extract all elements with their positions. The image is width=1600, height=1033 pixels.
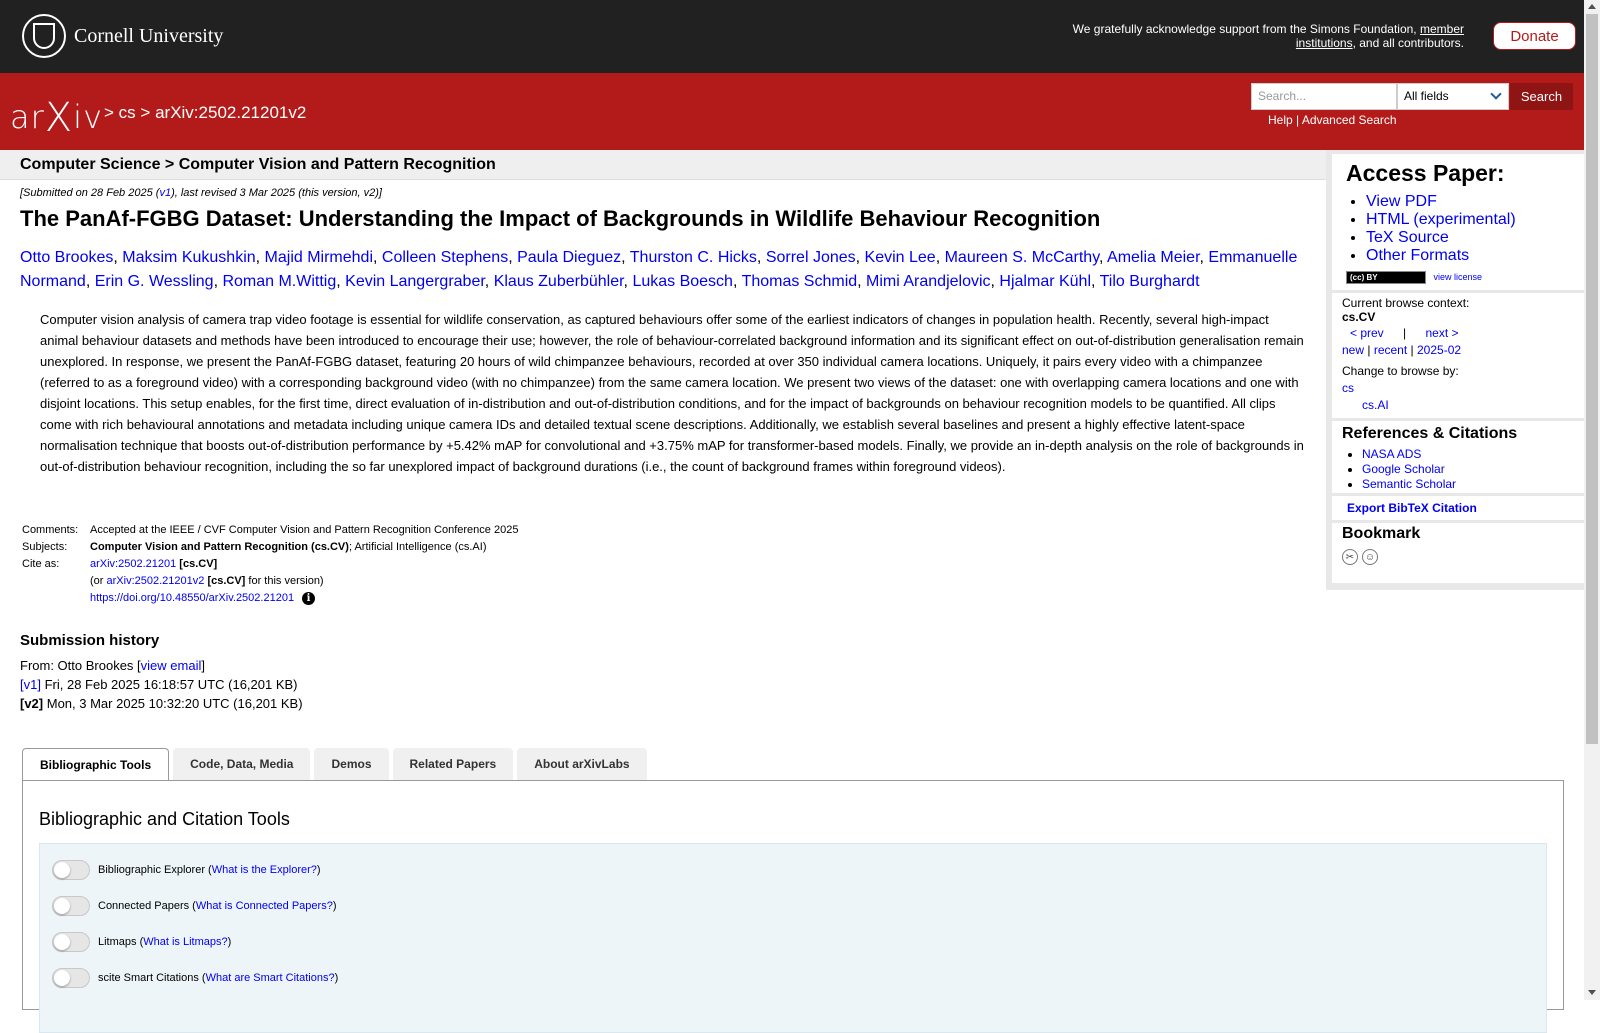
next-link[interactable]: next > — [1425, 326, 1459, 340]
author-link[interactable]: Amelia Meier — [1107, 249, 1200, 266]
new-link[interactable]: new — [1342, 343, 1365, 357]
browse-cs-link[interactable]: cs — [1342, 381, 1354, 395]
top-banner — [0, 0, 1584, 73]
export-bibtex-link[interactable]: Export BibTeX Citation — [1347, 501, 1477, 515]
tool-row-scite: scite Smart Citations ( What are Smart Citations? ) — [52, 968, 338, 988]
bookmark-heading: Bookmark — [1342, 525, 1421, 542]
explorer-help-link[interactable]: What is the Explorer? — [211, 864, 317, 876]
abstract: Computer vision analysis of camera trap video footage is essential for wildlife conservation, as captured behaviours offer some of the earliest indicators of changes in population health. Recently, several high-impact animal behaviour datasets and methods have been introduced to encourage their use; however, the role of behaviour-correlated background information and its significant effect on out-of-distribution generalisation remain unexplored. In response, we present the PanAf-FGBG dataset, featuring 20 hours of wild chimpanzee behaviours, recorded at over 350 individual camera locations. Uniquely, it pairs every video with a chimpanzee (referred to as a foreground video) with a corresponding background video (with no chimpanzee) from the same camera location. We present two views of the dataset: one with overlapping camera locations and one with disjoint locations. This setup enables, for the first time, direct evaluation of in-distribution and out-of-distribution conditions, and for the impact of backgrounds on behaviour recognition models to be quantified. All clips come with rich behavioural annotations and metadata including unique camera IDs and detailed textual scene descriptions. Additionally, we establish several baselines and present a highly effective latent-space normalisation technique that boosts out-of-distribution performance by +5.42% mAP for convolutional and +3.75% mAP for transformer-based models. Finally, we provide an in-depth analysis on the role of backgrounds in out-of-distribution behaviour recognition, including the so far unexplored impact of background durations (i.e., the count of background frames within foreground videos). — [40, 312, 1304, 474]
subjects-value: Computer Vision and Pattern Recognition (cs.CV); Artificial Intelligence (cs.AI) — [90, 541, 487, 553]
view-email-link[interactable]: view email — [140, 658, 202, 673]
help-links: Help | Advanced Search — [1268, 113, 1397, 127]
reddit-icon[interactable]: ☺ — [1362, 549, 1378, 565]
author-link[interactable]: Hjalmar Kühl — [999, 273, 1092, 290]
html-link[interactable]: HTML (experimental) — [1366, 211, 1516, 228]
advanced-search-link[interactable]: Advanced Search — [1301, 113, 1397, 127]
member-institutions-link[interactable]: member institutions — [1295, 22, 1464, 50]
view-license-link[interactable]: view license — [1433, 272, 1482, 282]
recent-link[interactable]: recent — [1373, 343, 1408, 357]
browse-csai-link[interactable]: cs.AI — [1362, 398, 1389, 412]
browse-context-box: Current browse context: cs.CV < prev | next > new | recent | 2025-02 Change to browse by: cs cs.AI — [1332, 293, 1584, 418]
access-paper-heading: Access Paper: — [1346, 160, 1505, 186]
submission-from: From: Otto Brookes [view email] — [20, 658, 205, 673]
scroll-down-arrow-icon[interactable] — [1588, 990, 1596, 995]
tab-bibliographic-tools[interactable]: Bibliographic Tools — [22, 748, 169, 781]
search-input[interactable]: Search... — [1251, 83, 1397, 110]
search-field-select[interactable]: All fields — [1397, 83, 1509, 110]
browse-context-value: cs.CV — [1342, 310, 1376, 324]
author-link[interactable]: Kevin Langergraber — [345, 273, 485, 290]
export-box — [1332, 496, 1584, 520]
tab-demos[interactable]: Demos — [314, 748, 388, 780]
right-sidebar — [1326, 150, 1584, 590]
scite-toggle[interactable] — [52, 968, 90, 988]
month-link[interactable]: 2025-02 — [1417, 343, 1462, 357]
comments-value: Accepted at the IEEE / CVF Computer Vision and Pattern Recognition Conference 2025 — [90, 524, 519, 536]
paper-title: The PanAf-FGBG Dataset: Understanding the Impact of Backgrounds in Wildlife Behaviour Recognition — [20, 206, 1101, 231]
prev-link[interactable]: < prev — [1350, 326, 1384, 340]
access-links — [1346, 193, 1584, 265]
tab-about-arxivlabs[interactable]: About arXivLabs — [517, 748, 646, 780]
litmaps-toggle[interactable] — [52, 932, 90, 952]
change-browse-label: Change to browse by: — [1342, 364, 1459, 378]
v1-link[interactable]: v1 — [159, 187, 172, 199]
access-paper-box — [1332, 154, 1584, 290]
version-v1: [v1] Fri, 28 Feb 2025 16:18:57 UTC (16,201 KB) — [20, 677, 298, 692]
author-link[interactable]: Emmanuelle Normand — [20, 249, 1298, 290]
metadata-table — [20, 522, 520, 608]
view-pdf-link[interactable]: View PDF — [1366, 193, 1437, 210]
author-link[interactable]: Maksim Kukushkin — [122, 249, 256, 266]
tab-panel — [22, 780, 1564, 1010]
info-icon[interactable]: i — [302, 592, 315, 605]
cite-version-link[interactable]: arXiv:2502.21201v2 — [106, 575, 205, 587]
connected-papers-toggle[interactable] — [52, 896, 90, 916]
submission-dateline: [Submitted on 28 Feb 2025 (v1), last revised 3 Mar 2025 (this version, v2)] — [20, 187, 382, 199]
author-list: Otto Brookes, Maksim Kukushkin, Majid Mirmehdi, Colleen Stephens, Paula Dieguez, Thurston C. Hicks, Sorrel Jones, Kevin Lee, Maureen S. McCarthy, Amelia Meier, Emmanuelle Normand, Erin G. Wessling, Roman M.Wittig, Kevin Langergraber, Klaus Zuberbühler, Lukas Boesch, Thomas Schmid, Mimi Arandjelovic, Hjalmar Kühl, Tilo Burghardt — [20, 249, 1298, 290]
tool-row-litmaps: Litmaps ( What is Litmaps? ) — [52, 932, 231, 952]
cite-value: arXiv:2502.21201 [cs.CV] — [90, 558, 218, 570]
bookmark-box — [1332, 523, 1584, 583]
author-link[interactable]: Colleen Stephens — [381, 249, 509, 266]
author-link[interactable]: Paula Dieguez — [517, 249, 622, 266]
panel-title: Bibliographic and Citation Tools — [39, 809, 290, 829]
author-link[interactable]: Majid Mirmehdi — [264, 249, 373, 266]
version-v1-link[interactable]: [v1] — [20, 677, 41, 692]
author-link[interactable]: Thurston C. Hicks — [629, 249, 757, 266]
author-link[interactable]: Kevin Lee — [864, 249, 936, 266]
category-path: Computer Science > Computer Vision and Pattern Recognition — [20, 156, 496, 173]
category-path-bar — [0, 150, 1326, 180]
tool-row-connected-papers: Connected Papers ( What is Connected Papers? ) — [52, 896, 336, 916]
tab-related-papers[interactable]: Related Papers — [393, 748, 514, 780]
semantic-scholar-link[interactable]: Semantic Scholar — [1362, 477, 1457, 491]
breadcrumb: > cs > arXiv:2502.21201v2 — [104, 103, 307, 122]
author-link[interactable]: Tilo Burghardt — [1099, 273, 1200, 290]
arxiv-header — [0, 73, 1584, 150]
tool-box — [39, 843, 1547, 1033]
author-link[interactable]: Sorrel Jones — [765, 249, 856, 266]
scite-help-link[interactable]: What are Smart Citations? — [205, 972, 335, 984]
google-scholar-link[interactable]: Google Scholar — [1362, 462, 1445, 476]
scroll-thumb[interactable] — [1586, 14, 1598, 744]
author-link[interactable]: Mimi Arandjelovic — [866, 273, 991, 290]
tab-code-data-media[interactable]: Code, Data, Media — [173, 748, 310, 780]
tool-row-explorer: Bibliographic Explorer ( What is the Explorer? ) — [52, 860, 321, 880]
references-heading: References & Citations — [1342, 425, 1518, 442]
page-scrollbar[interactable] — [1584, 0, 1600, 1000]
breadcrumb-paper-id: arXiv:2502.21201v2 — [155, 103, 307, 122]
subjects-label: Subjects: — [22, 541, 68, 553]
version-v2: [v2] Mon, 3 Mar 2025 10:32:20 UTC (16,201 KB) — [20, 696, 303, 711]
tex-source-link[interactable]: TeX Source — [1366, 229, 1449, 246]
author-link[interactable]: Otto Brookes — [20, 249, 114, 266]
labs-tabs — [22, 748, 651, 781]
doi-link[interactable]: https://doi.org/10.48550/arXiv.2502.21201 — [90, 592, 295, 604]
references-box — [1332, 421, 1584, 493]
help-link[interactable]: Help — [1268, 113, 1293, 127]
submission-history-heading: Submission history — [20, 632, 160, 649]
scroll-up-arrow-icon[interactable] — [1588, 4, 1596, 9]
connected-papers-help-link[interactable]: What is Connected Papers? — [195, 900, 333, 912]
search-button[interactable]: Search — [1510, 83, 1573, 110]
cornell-logo[interactable] — [22, 14, 223, 58]
nasa-ads-link[interactable]: NASA ADS — [1362, 447, 1422, 461]
author-link[interactable]: Klaus Zuberbühler — [493, 273, 624, 290]
acknowledgement: We gratefully acknowledge support from the Simons Foundation, member institutions, and all contributors. — [1072, 22, 1464, 50]
author-link[interactable]: Maureen S. McCarthy — [944, 249, 1100, 266]
cornell-name: Cornell University — [74, 24, 224, 47]
arxiv-logo[interactable]: arXiv — [10, 95, 103, 141]
breadcrumb-cs[interactable]: cs — [118, 103, 136, 122]
explorer-toggle[interactable] — [52, 860, 90, 880]
author-link[interactable]: Roman M.Wittig — [222, 273, 337, 290]
cite-version: (or arXiv:2502.21201v2 [cs.CV] for this version) — [90, 575, 324, 587]
cc-by-license-icon[interactable]: (cc) BY — [1346, 271, 1426, 284]
other-formats-link[interactable]: Other Formats — [1366, 247, 1470, 264]
litmaps-help-link[interactable]: What is Litmaps? — [143, 936, 228, 948]
author-link[interactable]: Lukas Boesch — [632, 273, 733, 290]
donate-button[interactable]: Donate — [1493, 22, 1576, 50]
browse-context-label: Current browse context: — [1342, 296, 1470, 310]
chevron-down-icon — [1490, 88, 1501, 99]
cornell-seal-icon — [22, 14, 66, 58]
bibsonomy-icon[interactable]: ✂ — [1342, 549, 1358, 565]
cite-id-link[interactable]: arXiv:2502.21201 — [90, 558, 177, 570]
comments-label: Comments: — [22, 524, 79, 536]
author-link[interactable]: Thomas Schmid — [741, 273, 858, 290]
author-link[interactable]: Erin G. Wessling — [94, 273, 214, 290]
cite-label: Cite as: — [22, 558, 60, 570]
